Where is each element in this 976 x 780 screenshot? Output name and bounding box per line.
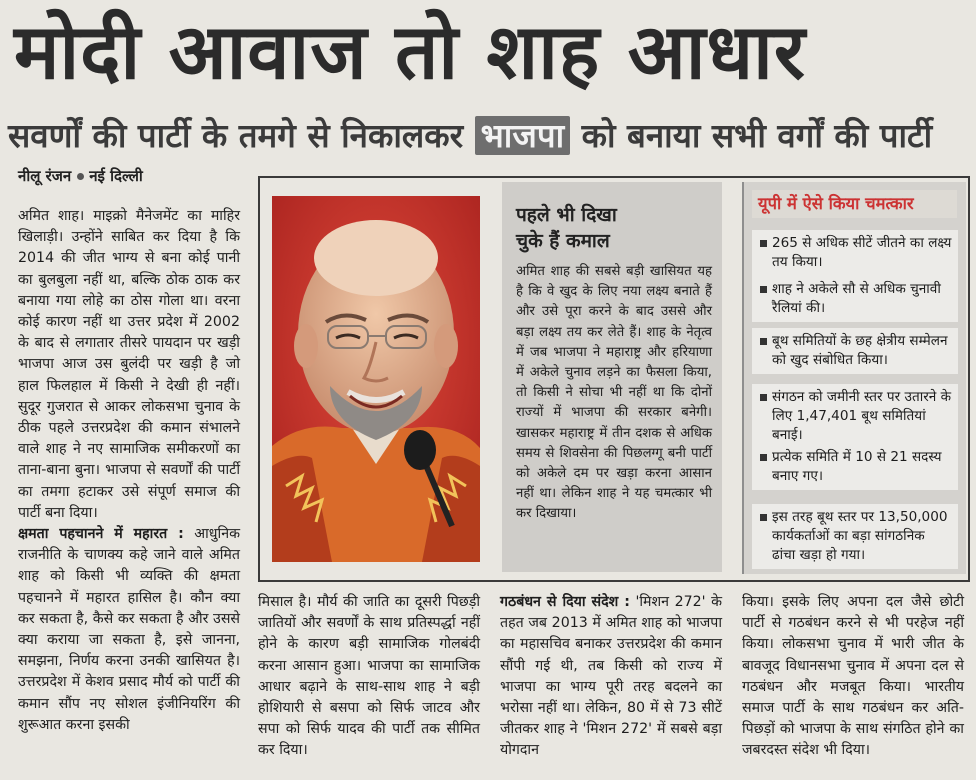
paragraph-1: अमित शाह। माइक्रो मैनेजमेंट का माहिर खिलाड़ी। उन्होंने साबित कर दिया है कि 2014 की जीत भाग्य से बना कोई पानी का बुलबुला नहीं था, बल्कि ठोक ठाक कर बनाया गया लोहे का ठोस गोला था। वरना कोई कारण नहीं था उत्तर प्रदेश में 2002 के बाद से लगातार तीसरे पायदान पर खड़ी भाजपा आज उस बुलंदी पर खड़ी है जो हाल फिलहाल में किसी ने देखी ही नहीं। सुदूर गुजरात से आकर लोकसभा चुनाव के ठीक पहले उत्तरप्रदेश की कमान संभालने वाले शाह ने नए सामाजिक समीकरणों का ताना-बाना बुना। भाजपा से सवर्णों की पार्टी का तमगा हटाकर उसे संपूर्ण समाज की पार्टी बना दिया। — [18, 208, 240, 521]
fact-item-5 — [752, 444, 958, 490]
fact-item-2 — [752, 276, 958, 322]
bullet-square-icon — [760, 240, 767, 247]
fact-item-text: इस तरह बूथ स्तर पर 13,50,000 कार्यकर्ताओं का बड़ा सांगठनिक ढांचा खड़ा हो गया। — [772, 509, 948, 563]
byline-dot-icon — [77, 173, 84, 180]
sidebar-box-title-line-1: पहले भी दिखा — [516, 204, 617, 226]
article-column-1 — [18, 206, 240, 736]
facts-panel-title: यूपी में ऐसे किया चमत्कार — [752, 190, 957, 218]
bullet-square-icon — [760, 286, 767, 293]
paragraph-2 — [18, 524, 240, 736]
fact-item-6 — [752, 504, 958, 569]
article-column-2 — [258, 592, 480, 762]
byline — [18, 166, 143, 186]
column-3-body: 'मिशन 272' के तहत जब 2013 में अमित शाह को भाजपा का महासचिव बनाकर उत्तरप्रदेश की कमान सौंपी गई थी, तब किसी को राज्य में भाजपा का भाग्य पूरी तरह बदलने का भरोसा नहीं था। लेकिन, 80 में से 73 सीटें जीतकर शाह ने 'मिशन 272' में सबसे बड़ा योगदान — [500, 594, 722, 759]
dateline: नई दिल्ली — [89, 167, 143, 185]
subhead-pre: सवर्णों की पार्टी के तमगे से निकालकर — [8, 116, 475, 155]
bullet-square-icon — [760, 394, 767, 401]
subheadline — [8, 112, 968, 160]
fact-item-text: शाह ने अकेले सौ से अधिक चुनावी रैलियां की। — [772, 281, 941, 316]
paragraph-2-text: आधुनिक राजनीति के चाणक्य कहे जाने वाले अमित शाह को किसी भी व्यक्ति की क्षमता पहचानने में महारत हासिल है। कौन क्या कर सकता है, कैसे कर सकता है और उससे क्या कराया जा सकता है, इसे जानना, समझना, निर्णय करना उनकी खासियत है। उत्तरप्रदेश में केशव प्रसाद मौर्य को पार्टी की कमान सौंप नए सोशल इंजीनियरिंग की शुरूआत करना इसकी — [18, 526, 240, 733]
column-3-text — [500, 592, 722, 762]
sidebar-box-title — [516, 202, 617, 254]
fact-item-text: बूथ समितियों के छह क्षेत्रीय सम्मेलन को खुद संबोधित किया। — [772, 333, 948, 368]
feature-sidebar-box — [502, 182, 722, 572]
author-name: नीलू रंजन — [18, 167, 72, 185]
fact-item-4 — [752, 384, 958, 449]
fact-item-text: प्रत्येक समिति में 10 से 21 सदस्य बनाए गए। — [772, 449, 942, 484]
section-lead: क्षमता पहचानने में महारत : — [18, 526, 184, 543]
sidebar-box-text: अमित शाह की सबसे बड़ी खासियत यह है कि वे खुद के लिए नया लक्ष्य बनाते हैं और उसे पूरा करने के बाद उससे और बड़ा लक्ष्य तय कर लेते हैं। शाह के नेतृत्व में जब भाजपा ने महाराष्ट्र और हरियाणा में अकेले चुनाव लड़ने का फैसला किया, तो किसी ने सोचा भी नहीं था कि दोनों राज्यों में भाजपा की सरकार बनेगी। खासकर महाराष्ट्र में तीन दशक से अधिक समय से शिवसेना की पिछलग्गू बनी पार्टी को अकेले दम पर खड़ा करना आसान नहीं था। लेकिन शाह ने यह चमत्कार भी कर दिखाया। — [516, 264, 712, 522]
sidebar-box-title-line-2: चुके हैं कमाल — [516, 230, 610, 252]
bullet-square-icon — [760, 454, 767, 461]
headline: मोदी आवाज तो शाह आधार — [14, 7, 806, 96]
article-column-3 — [500, 592, 722, 762]
fact-item-text: 265 से अधिक सीटें जीतने का लक्ष्य तय किया। — [772, 235, 952, 270]
subhead-highlight: भाजपा — [475, 116, 571, 155]
article-column-4 — [742, 592, 964, 762]
section-lead: गठबंधन से दिया संदेश : — [500, 594, 630, 610]
column-2-text: मिसाल है। मौर्य की जाति का दूसरी पिछड़ी जातियों और सवर्णों के साथ प्रतिस्पर्द्धा नहीं होने के कारण बड़ी सामाजिक गोलबंदी करना आसान हुआ। भाजपा का सामाजिक आधार बढ़ाने के साथ-साथ शाह ने बड़ी होशियारी से बसपा को सिर्फ जाटव और सपा को सिर्फ यादव की पार्टी तक सीमित कर दिया। — [258, 594, 480, 759]
portrait-illustration — [272, 196, 480, 562]
facts-panel — [742, 182, 966, 574]
bullet-square-icon — [760, 338, 767, 345]
subhead-post: को बनाया सभी वर्गों की पार्टी — [570, 116, 933, 155]
fact-item-text: संगठन को जमीनी स्तर पर उतारने के लिए 1,47,401 बूथ समितियां बनाई। — [772, 389, 952, 443]
bullet-square-icon — [760, 514, 767, 521]
fact-item-1 — [752, 230, 958, 276]
fact-item-3 — [752, 328, 958, 374]
portrait-photo — [272, 196, 480, 562]
column-4-text: किया। इसके लिए अपना दल जैसे छोटी पार्टी से गठबंधन करने से भी परहेज नहीं किया। लोकसभा चुनाव में भारी जीत के बावजूद विधानसभा चुनाव में अपना दल से गठबंधन और मजबूत किया। भारतीय समाज पार्टी के साथ गठबंधन कर अति-पिछड़ों को भाजपा के साथ संगठित होने का जबरदस्त संदेश भी दिया। — [742, 594, 964, 759]
